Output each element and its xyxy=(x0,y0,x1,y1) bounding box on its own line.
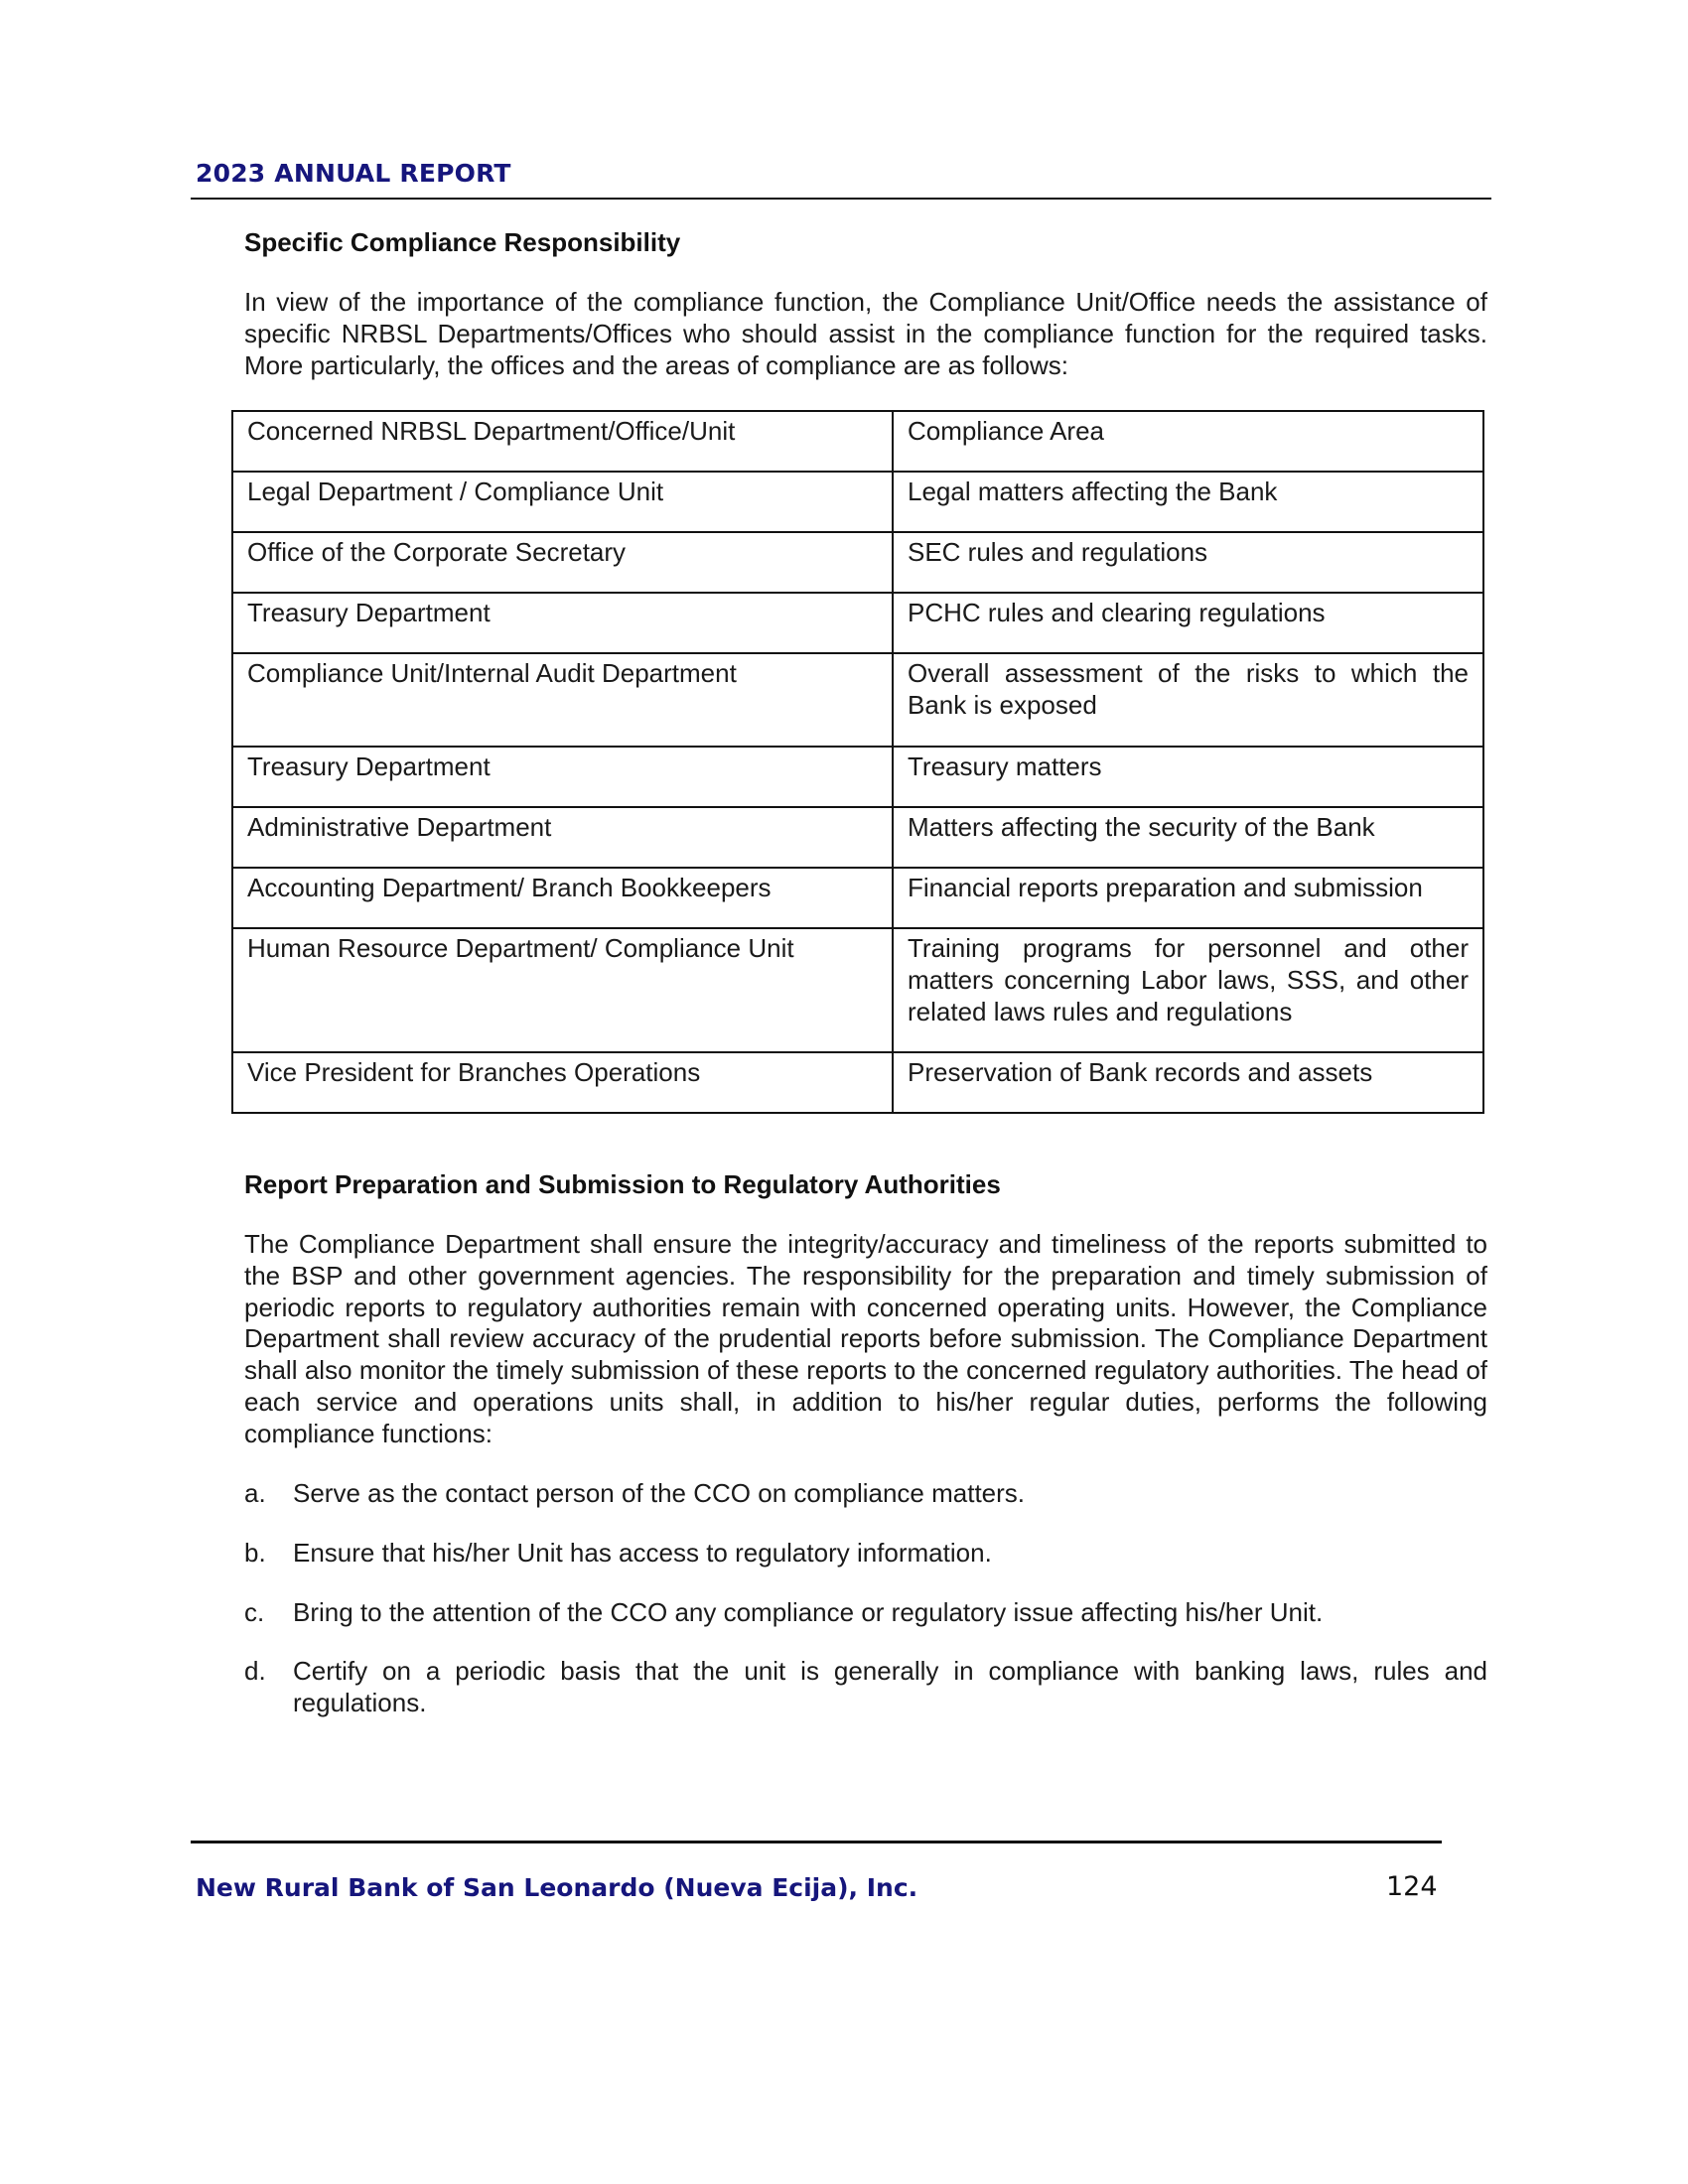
table-row xyxy=(232,747,1483,807)
section-intro-paragraph: In view of the importance of the compliance function, the Compliance Unit/Office needs the assistance of specific NRBSL Departments/Offices who should assist in the compliance function for the required tasks. More particularly, the offices and the areas of compliance are as follows: xyxy=(244,287,1487,380)
table-header-department: Concerned NRBSL Department/Office/Unit xyxy=(232,411,893,472)
table-cell-department: Administrative Department xyxy=(232,807,893,868)
table-header-row xyxy=(232,411,1483,472)
table-cell-department: Treasury Department xyxy=(232,593,893,653)
list-item-text: Certify on a periodic basis that the unit is generally in compliance with banking laws, rules and regulations. xyxy=(293,1656,1487,1717)
table-row xyxy=(232,928,1483,1052)
table-cell-compliance-area: Overall assessment of the risks to which the Bank is exposed xyxy=(893,653,1483,747)
table-cell-compliance-area: Legal matters affecting the Bank xyxy=(893,472,1483,532)
table-cell-department: Office of the Corporate Secretary xyxy=(232,532,893,593)
header-divider xyxy=(191,198,1491,200)
table-row xyxy=(232,653,1483,747)
section-body-paragraph: The Compliance Department shall ensure the integrity/accuracy and timeliness of the reports submitted to the BSP and other government agencies. The responsibility for the preparation and timely submission of periodic reports to regulatory authorities remain with concerned operating units. However, the Compliance Department shall review accuracy of the prudential reports before submission. The Compliance Department shall also monitor the timely submission of these reports to the concerned regulatory authorities. The head of each service and operations units shall, in addition to his/her regular duties, performs the following compliance functions: xyxy=(244,1229,1487,1448)
footer-divider xyxy=(191,1841,1442,1843)
list-item-text: Ensure that his/her Unit has access to regulatory information. xyxy=(293,1538,992,1568)
list-item-text: Serve as the contact person of the CCO on compliance matters. xyxy=(293,1478,1026,1508)
table-cell-department: Vice President for Branches Operations xyxy=(232,1052,893,1113)
table-cell-department: Compliance Unit/Internal Audit Department xyxy=(232,653,893,747)
table-row xyxy=(232,593,1483,653)
table-row xyxy=(232,532,1483,593)
table-cell-compliance-area: Training programs for personnel and other matters concerning Labor laws, SSS, and other related laws rules and regulations xyxy=(893,928,1483,1052)
list-item-letter: d. xyxy=(244,1656,266,1686)
table-cell-compliance-area: Preservation of Bank records and assets xyxy=(893,1052,1483,1113)
table-cell-compliance-area: PCHC rules and clearing regulations xyxy=(893,593,1483,653)
table-cell-department: Legal Department / Compliance Unit xyxy=(232,472,893,532)
footer-organization-name: New Rural Bank of San Leonardo (Nueva Ecija), Inc. xyxy=(196,1873,918,1902)
section-title-specific-compliance: Specific Compliance Responsibility xyxy=(244,227,681,257)
table-row xyxy=(232,868,1483,928)
table-row xyxy=(232,807,1483,868)
table-row xyxy=(232,472,1483,532)
compliance-responsibility-table xyxy=(231,410,1484,1114)
table-cell-compliance-area: Treasury matters xyxy=(893,747,1483,807)
list-item-letter: a. xyxy=(244,1478,266,1508)
section-title-report-preparation: Report Preparation and Submission to Regulatory Authorities xyxy=(244,1169,1001,1199)
list-item-letter: b. xyxy=(244,1538,266,1568)
table-cell-compliance-area: SEC rules and regulations xyxy=(893,532,1483,593)
table-header-compliance-area: Compliance Area xyxy=(893,411,1483,472)
table-cell-compliance-area: Matters affecting the security of the Bank xyxy=(893,807,1483,868)
table-cell-department: Treasury Department xyxy=(232,747,893,807)
list-item-letter: c. xyxy=(244,1597,265,1627)
table-cell-compliance-area: Financial reports preparation and submission xyxy=(893,868,1483,928)
page-number: 124 xyxy=(1386,1871,1438,1902)
table-cell-department: Accounting Department/ Branch Bookkeepers xyxy=(232,868,893,928)
list-item-text: Bring to the attention of the CCO any compliance or regulatory issue affecting his/her Unit. xyxy=(293,1597,1324,1627)
table-cell-department: Human Resource Department/ Compliance Unit xyxy=(232,928,893,1052)
report-header-title: 2023 ANNUAL REPORT xyxy=(196,159,511,188)
table-row xyxy=(232,1052,1483,1113)
